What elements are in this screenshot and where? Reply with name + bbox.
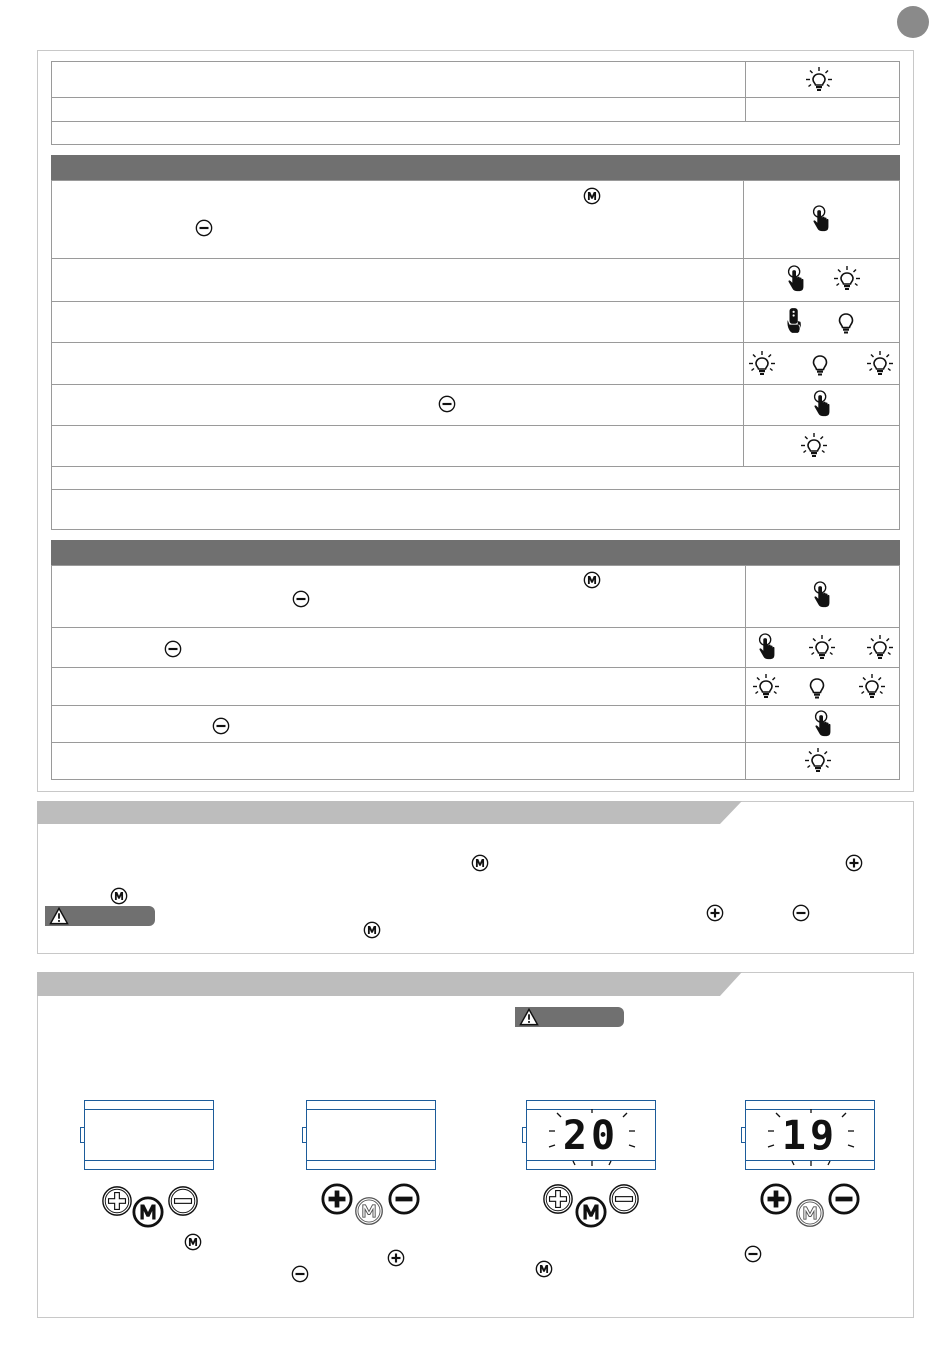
minus-button-icon	[608, 1183, 640, 1215]
plus-button-icon	[387, 1249, 405, 1267]
table-3-row-divider	[51, 667, 900, 668]
table-2-row-divider	[51, 258, 900, 259]
table-1-row-divider	[51, 97, 900, 98]
m-button-icon	[354, 1196, 384, 1226]
m-button-icon	[535, 1260, 553, 1278]
lamp-off-icon	[803, 673, 831, 701]
table-2-column-divider	[743, 180, 744, 467]
m-button-icon	[583, 571, 601, 589]
table-3-row-divider	[51, 705, 900, 706]
display-3-digits: 20	[562, 1113, 620, 1159]
minus-button-icon	[167, 1185, 199, 1217]
table-2-row-divider	[51, 425, 900, 426]
table-2-row-divider	[51, 342, 900, 343]
m-button-icon	[132, 1196, 164, 1228]
minus-button-icon	[164, 640, 182, 658]
lamp-on-icon	[752, 673, 780, 701]
minus-button-icon	[292, 590, 310, 608]
table-1-column-divider	[745, 61, 746, 121]
lamp-on-icon	[804, 747, 832, 775]
display-4	[745, 1100, 875, 1170]
hand-press-icon	[783, 264, 809, 294]
hand-press-icon	[754, 632, 780, 662]
lamp-on-icon	[866, 634, 894, 662]
blink-rays-icon	[527, 1101, 657, 1171]
table-2-row-divider	[51, 489, 900, 490]
plus-button-icon	[760, 1183, 792, 1215]
plus-button-icon	[706, 904, 724, 922]
m-button-icon	[471, 854, 489, 872]
m-button-icon	[363, 921, 381, 939]
table-1	[51, 61, 900, 145]
plus-button-icon	[321, 1183, 353, 1215]
table-2-header-bar	[51, 155, 900, 180]
blink-rays-icon	[746, 1101, 876, 1171]
m-button-icon	[583, 187, 601, 205]
table-1-row-divider	[51, 121, 900, 122]
lamp-on-icon	[858, 673, 886, 701]
lamp-off-icon	[806, 350, 834, 378]
minus-button-icon	[828, 1183, 860, 1215]
m-button-icon	[795, 1198, 825, 1228]
lamp-on-icon	[833, 265, 861, 293]
minus-button-icon	[291, 1265, 309, 1283]
minus-button-icon	[438, 395, 456, 413]
section-2-header-bar	[37, 801, 742, 824]
display-3	[526, 1100, 656, 1170]
lamp-on-icon	[808, 634, 836, 662]
hand-press-icon	[810, 709, 836, 739]
hand-press-icon	[809, 389, 835, 419]
minus-button-icon	[212, 717, 230, 735]
table-3-row-divider	[51, 742, 900, 743]
display-4-digits: 19	[781, 1113, 839, 1159]
section-3-header-bar	[37, 972, 742, 996]
minus-button-icon	[744, 1245, 762, 1263]
remote-hand-icon	[784, 306, 806, 336]
plus-button-icon	[101, 1185, 133, 1217]
display-2	[306, 1100, 436, 1170]
minus-button-icon	[195, 219, 213, 237]
page-number-marker	[897, 6, 929, 38]
minus-button-icon	[388, 1183, 420, 1215]
warning-triangle-icon	[48, 907, 70, 925]
minus-button-icon	[792, 904, 810, 922]
hand-press-icon	[809, 580, 835, 610]
lamp-on-icon	[866, 350, 894, 378]
warning-triangle-icon	[518, 1008, 540, 1026]
table-2-row-divider	[51, 301, 900, 302]
plus-button-icon	[845, 854, 863, 872]
m-button-icon	[110, 887, 128, 905]
table-3-row-divider	[51, 627, 900, 628]
lamp-off-icon	[832, 308, 860, 336]
table-3-header-bar	[51, 540, 900, 565]
lamp-on-icon	[805, 66, 833, 94]
display-1	[84, 1100, 214, 1170]
lamp-on-icon	[748, 350, 776, 378]
m-button-icon	[184, 1233, 202, 1251]
table-2-row-divider	[51, 384, 900, 385]
table-2-row-divider	[51, 466, 900, 467]
table-3-column-divider	[745, 565, 746, 780]
plus-button-icon	[542, 1183, 574, 1215]
lamp-on-icon	[800, 432, 828, 460]
hand-press-icon	[808, 204, 834, 234]
m-button-icon	[575, 1196, 607, 1228]
